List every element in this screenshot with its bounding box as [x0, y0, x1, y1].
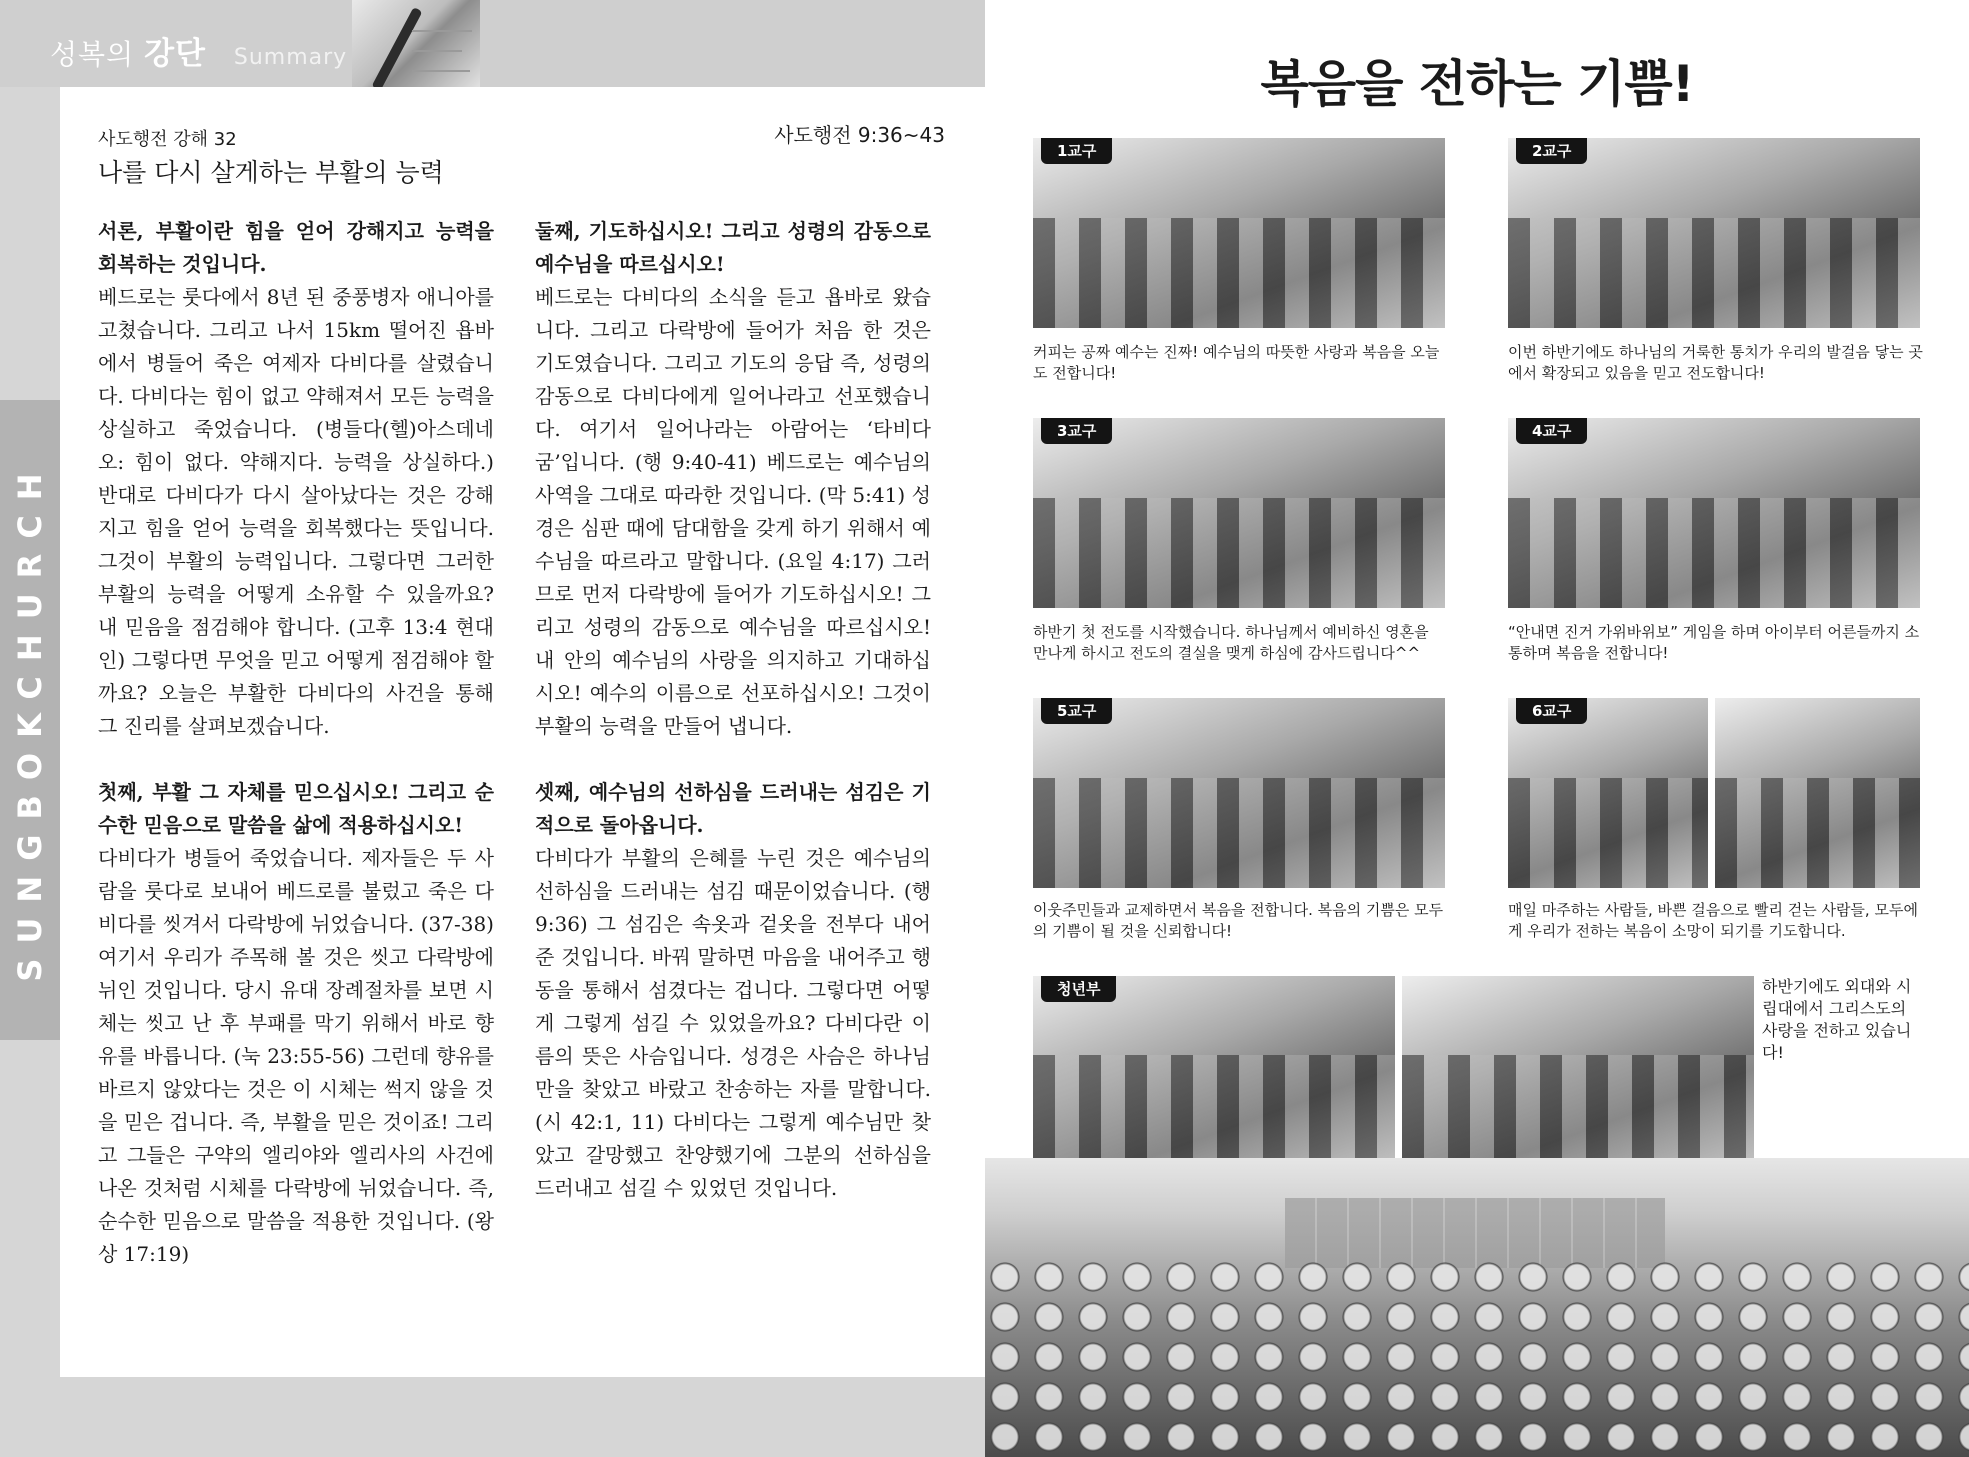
- sermon-title: 나를 다시 살게하는 부활의 능력: [98, 158, 444, 187]
- photo-people: [1402, 1055, 1754, 1164]
- photo-district-6-right: [1715, 698, 1920, 888]
- scripture-reference: 사도행전 9:36~43: [774, 123, 945, 147]
- district-badge: 3교구: [1041, 418, 1112, 444]
- section-body-intro: 베드로는 룻다에서 8년 된 중풍병자 애니아를 고쳤습니다. 그리고 나서 15km 떨어진 욥바에서 병들어 죽은 여제자 다비다를 살렸습니다. 다비다는 힘이 없고 약해져서 모든 능력을 상실하고 죽었습니다. (병들다(헬)아스데네오: 힘이 없다. 약해지다. 능력을 상실하다.) 반대로 다비다가 다시 살아났다는 것은 강해지고 힘을 얻어 능력을 회복했다는 뜻입니다. 그것이 부활의 능력입니다. 그렇다면 그러한 부활의 능력을 어떻게 소유할 수 있을까요? 내 믿음을 점검해야 합니다. (고후 13:4 현대인) 그렇다면 무엇을 믿고 어떻게 점검해야 할까요? 오늘은 부활한 다비다의 사건을 통해 그 진리를 살펴보겠습니다.: [98, 285, 494, 738]
- page-title: 복음을 전하는 기쁨!: [1260, 55, 1694, 113]
- photo-district-6-left: [1508, 698, 1708, 888]
- sermon-series: 사도행전 강해 32: [98, 129, 237, 150]
- youth-caption: 하반기에도 외대와 시립대에서 그리스도의 사랑을 전하고 있습니다!: [1762, 977, 1912, 1062]
- photo-people: [1033, 1055, 1395, 1164]
- sermon-paper: [60, 87, 985, 1377]
- photo-caption: 이번 하반기에도 하나님의 거룩한 통치가 우리의 발걸음 닿는 곳에서 확장되고 있음을 믿고 전도합니다!: [1508, 343, 1923, 382]
- section-body-first: 다비다가 병들어 죽었습니다. 제자들은 두 사람을 룻다로 보내어 베드로를 불렀고 죽은 다비다를 씻겨서 다락방에 뉘었습니다. (37-38) 여기서 우리가 주목해 볼 것은 씻고 다락방에 뉘인 것입니다. 당시 유대 장례절차를 보면 시체는 씻고 난 후 부패를 막기 위해서 바로 향유를 바릅니다. (눅 23:55-56) 그런데 향유를 바르지 않았다는 것은 이 시체는 썩지 않을 것을 믿은 겁니다. 즉, 부활을 믿은 것이죠! 그리고 그들은 구약의 엘리야와 엘리사의 사건에 나온 것처럼 시체를 다락방에 뉘었습니다. 즉, 순수한 믿음으로 말씀을 적용한 것입니다. (왕상 17:19): [98, 846, 494, 1266]
- brand-prefix: 성복의: [50, 38, 135, 71]
- district-badge: 5교구: [1041, 698, 1112, 724]
- district-badge: 6교구: [1516, 698, 1587, 724]
- youth-badge: 청년부: [1041, 976, 1116, 1002]
- header-strip: [0, 0, 985, 87]
- pen-shape: [371, 7, 422, 91]
- group-photo: [985, 1158, 1969, 1457]
- photo-people: [1033, 498, 1445, 608]
- evangelism-photo-page: [985, 0, 1969, 1457]
- handwriting-line: [412, 70, 470, 72]
- sermon-column-1: [98, 215, 494, 1271]
- brand-title: [50, 28, 347, 73]
- photo-caption: 하반기 첫 전도를 시작했습니다. 하나님께서 예비하신 영혼을 만나게 하시고 전도의 결실을 맺게 하심에 감사드립니다^^: [1033, 623, 1429, 662]
- brand-bold: 강단: [144, 36, 206, 72]
- side-church-label: SUNGBOKCHURCH: [11, 458, 49, 982]
- district-badge: 2교구: [1516, 138, 1587, 164]
- photo-district-1: [1033, 138, 1445, 328]
- photo-people: [1715, 778, 1920, 888]
- sermon-column-2: [535, 215, 931, 1205]
- photo-youth-right: [1402, 976, 1754, 1164]
- photo-people: [1508, 498, 1920, 608]
- paragraph-gap: [535, 743, 931, 776]
- photo-caption: 이웃주민들과 교제하면서 복음을 전합니다. 복음의 기쁨은 모두의 기쁨이 될 것을 신뢰합니다!: [1033, 901, 1444, 940]
- fountain-pen-image: [352, 0, 480, 87]
- section-heading-third: 셋째, 예수님의 선하심을 드러내는 섬김은 기적으로 돌아옵니다.: [535, 780, 931, 837]
- crowd: [985, 1257, 1969, 1457]
- district-badge: 4교구: [1516, 418, 1587, 444]
- photo-caption: 매일 마주하는 사람들, 바쁜 걸음으로 빨리 걷는 사람들, 모두에게 우리가 전하는 복음이 소망이 되기를 기도합니다.: [1508, 901, 1918, 940]
- handwriting-line: [412, 50, 462, 52]
- district-badge: 1교구: [1041, 138, 1112, 164]
- section-heading-intro: 서론, 부활이란 힘을 얻어 강해지고 능력을 회복하는 것입니다.: [98, 219, 494, 276]
- section-heading-second: 둘째, 기도하십시오! 그리고 성령의 감동으로 예수님을 따르십시오!: [535, 219, 931, 276]
- section-body-third: 다비다가 부활의 은혜를 누린 것은 예수님의 선하심을 드러내는 섬김 때문이었습니다. (행 9:36) 그 섬김은 속옷과 겉옷을 전부다 내어준 것입니다. 바꿔 말하면 마음을 내어주고 행동을 통해서 섬겼다는 겁니다. 그렇다면 어떻게 그렇게 섬길 수 있었을까요? 다비다란 이름의 뜻은 사슴입니다. 성경은 사슴은 하나님만을 찾았고 바랐고 찬송하는 자를 말합니다. (시 42:1, 11) 다비다는 그렇게 예수님만 찾았고 갈망했고 찬양했기에 그분의 선하심을 드러내고 섬길 수 있었던 것입니다.: [535, 846, 931, 1200]
- photo-district-3: [1033, 418, 1445, 608]
- handwriting-line: [412, 30, 472, 32]
- photo-caption: “안내면 진거 가위바위보” 게임을 하며 아이부터 어른들까지 소통하며 복음을 전합니다!: [1508, 623, 1920, 662]
- section-heading-first: 첫째, 부활 그 자체를 믿으십시오! 그리고 순수한 믿음으로 말씀을 삶에 적용하십시오!: [98, 780, 494, 837]
- section-body-second: 베드로는 다비다의 소식을 듣고 욥바로 왔습니다. 그리고 다락방에 들어가 처음 한 것은 기도였습니다. 그리고 기도의 응답 즉, 성령의 감동으로 다비다에게 일어나라고 선포했습니다. 여기서 일어나라는 아람어는 ‘타비다 굼’입니다. (행 9:40-41) 베드로는 예수님의 사역을 그대로 따라한 것입니다. (막 5:41) 성경은 심판 때에 담대함을 갖게 하기 위해서 예수님을 따르라고 말합니다. (요일 4:17) 그러므로 먼저 다락방에 들어가 기도하십시오! 그리고 성령의 감동으로 예수님을 따르십시오! 내 안의 예수님의 사랑을 의지하고 기대하십시오! 예수의 이름으로 선포하십시오! 그것이 부활의 능력을 만들어 냅니다.: [535, 285, 931, 738]
- paragraph-gap: [98, 743, 494, 776]
- brand-english: Summary: [233, 45, 348, 70]
- photo-people: [1033, 778, 1445, 888]
- photo-youth-left: [1033, 976, 1395, 1164]
- photo-caption: 커피는 공짜 예수는 진짜! 예수님의 따뜻한 사랑과 복음을 오늘도 전합니다!: [1033, 343, 1440, 382]
- photo-district-4: [1508, 418, 1920, 608]
- photo-district-2: [1508, 138, 1920, 328]
- photo-people: [1508, 218, 1920, 328]
- photo-district-5: [1033, 698, 1445, 888]
- photo-people: [1508, 778, 1708, 888]
- photo-people: [1033, 218, 1445, 328]
